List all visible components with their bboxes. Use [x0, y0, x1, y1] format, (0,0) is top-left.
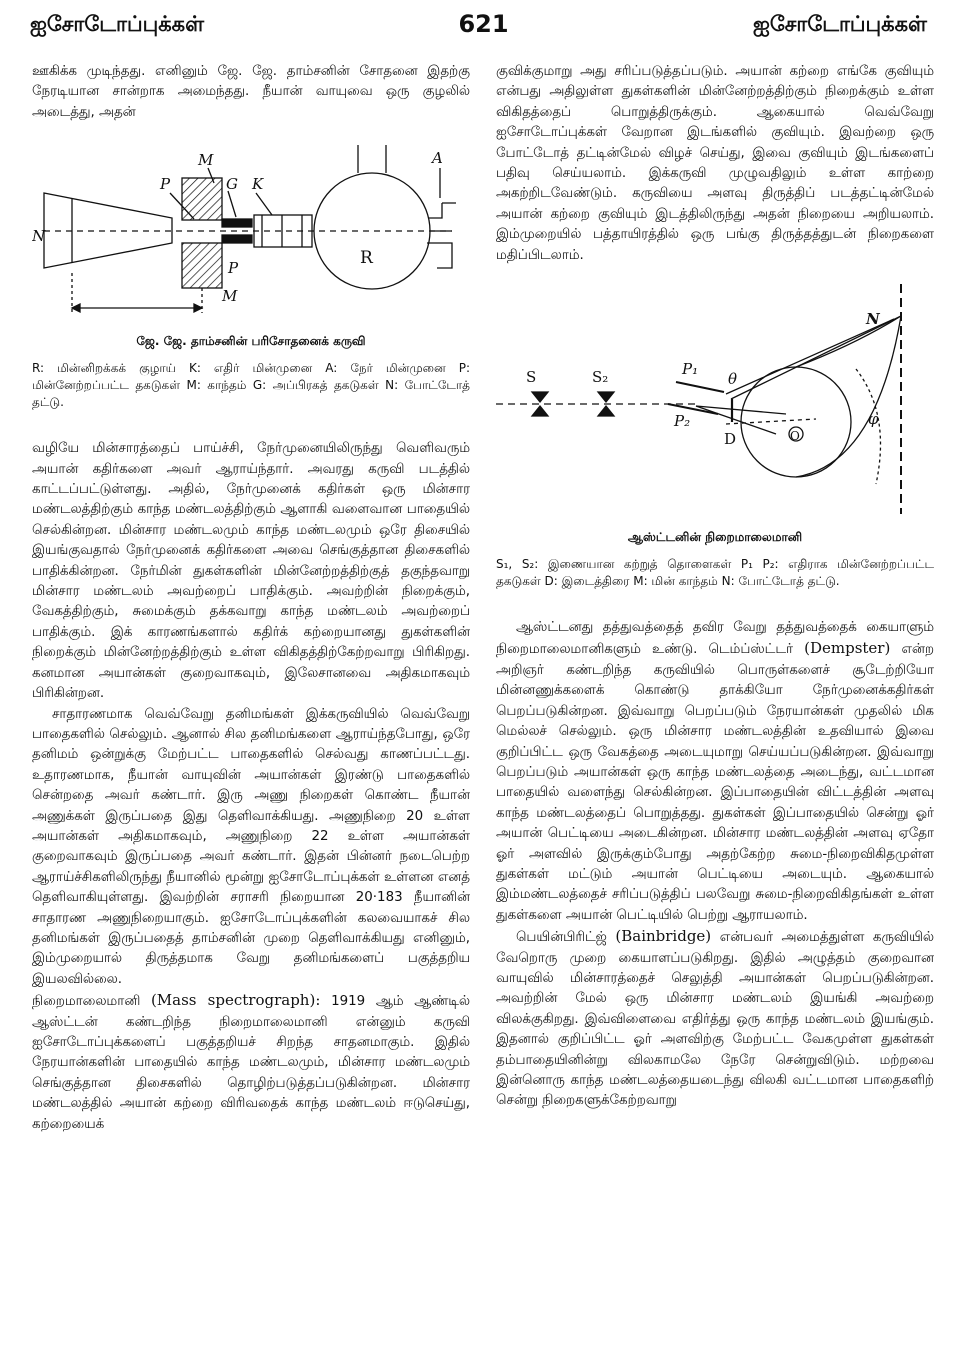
- label-A: A: [432, 149, 443, 168]
- figure2-legend: S₁, S₂: இணையான கற்றுத் தொளைகள் P₁ P₂: எதிராக மின்னேற்றப்பட்ட தகடுகள் D: இடைத்திரை M: மின் காந்தம் N: போட்டோத் தட்டு.: [496, 557, 934, 589]
- paragraph-top: குவிக்குமாறு அது சரிப்படுத்தப்படும். அயான் கற்றை எங்கே குவியும் என்பது அதிலுள்ள துகள்களின் மின்னேற்றத்திற்கும் நிறைக்கும் உள்ள விகிதத்தைப் பொறுத்திருக்கும். ஆகையால் வெவ்வேறு ஐசோடோப்புக்கள் வேறான இடங்களில் குவியும். இவற்றை ஒரு போட்டோத் தட்டின்மேல் விழச் செய்து, இவை குவியும் இடங்களைப் பதிவு செய்யலாம். இக்கருவி முழுவதிலும் உள்ள காற்றை அகற்றிடவேண்டும். கருவியை அளவு திருத்திப் படத்தட்டின்மேல் அயான் கற்றை குவியும் இடத்திலிருந்து அதன் நிறையை அறியலாம். இம்முறையில் பத்தாயிரத்தில் ஒரு பங்கு திருத்தத்துடன் நிறைகளை மதிப்பிடலாம்.: [496, 64, 934, 263]
- label-D: D: [724, 430, 737, 449]
- paragraph-a: [496, 618, 934, 926]
- paragraph-1: வழியே மின்சாரத்தைப் பாய்ச்சி, நேர்முனையிலிருந்து வெளிவரும் அயான் கதிர்களை அவர் ஆராய்ந்தார். அவரது கருவி படத்தில் காட்டப்பட்டுள்ளது. அதில், நேர்முனைக் கதிர்கள் ஒரு மின்சார மண்டலத்திற்கும் காந்த மண்டலத்திற்கும் ஆளாகி வளைவான பாதையில் செல்கின்றன. மின்சார மண்டலமும் காந்த மண்டலமும் ஒரே திசையில் இயங்குவதால் நேர்முனைக் கதிர்களை அவை செங்குத்தான திசைகளில் பாதிக்கின்றன. நேர்மின் துகள்களின் மின்னேற்றத்திற்குத் தகுந்தவாறு மின்சார மண்டலம் அவற்றைப் பாதிக்கும். அவற்றின் நிறைக்கும், வேகத்திற்கும், சுமைக்கும் தக்கவாறு காந்த மண்டலம் அவற்றைப் பாதிக்கும். இக் காரணங்களால் கதிர்க் கற்றையானது துகள்களின் நிறைக்கும் மின்னேற்றத்திற்கும் உள்ள விகிதத்திற்கேற்றவாறு பிரிகிறது. கனமான அயான்கள் குறைவாகவும், இலேசானவை அதிகமாகவும் பிரிகின்றன.: [32, 441, 470, 702]
- label-N: N: [32, 227, 46, 246]
- label-S1: S: [526, 368, 537, 387]
- label-M-top: M: [198, 151, 214, 170]
- figure1-legend: R: மின்னிறக்கக் குழாய் K: எதிர் மின்முனை A: நேர் மின்முனை P: மின்னேற்றப்பட்ட தகடுகள் M: காந்தம் G: அப்பிரகத் தகடுகள் N: போட்டோத் தட்டு.: [32, 361, 470, 410]
- aston-spectrograph-figure: [496, 274, 934, 524]
- page-number: 621: [458, 10, 509, 38]
- plate-cone: [44, 193, 172, 268]
- label-P-bottom: P: [228, 259, 239, 278]
- label-theta: θ: [728, 370, 738, 389]
- right-column: [496, 62, 934, 1112]
- left-column: [32, 62, 470, 1135]
- paragraph-3: [32, 990, 470, 1135]
- label-P-top: P: [160, 175, 171, 194]
- running-header-right: ஐசோடோப்புக்கள்: [752, 12, 927, 36]
- paragraph-3-body: 1919 ஆம் ஆண்டில் ஆஸ்ட்டன் கண்டறிந்த நிறைமாலைமானி என்னும் கருவி ஐசோடோப்புக்களைப் பகுத்தறியச் சிறந்த சாதனமாகும். இதில் நேரயான்களின் பாதையில் காந்த மண்டலமும், மின்சார மண்டலமும் செங்குத்தான திசைகளில் தொழிற்படுத்தப்படுகின்றன. மின்சார மண்டலத்தில் அயான் கற்றை விரிவதைக் காந்த மண்டலம் ஈடுசெய்து, கற்றையைக்: [32, 994, 471, 1132]
- paragraph-b: [496, 926, 934, 1112]
- paragraph-intro: ஊகிக்க முடிந்தது. எனினும் ஜே. ஜே. தாம்சனின் சோதனை இதற்கு நேரடியான சான்றாக அமைந்தது. நீயான் வாயுவை ஒரு குழலில் அடைத்து, அதன்: [32, 64, 470, 120]
- term-mass-spectrograph: நிறைமாலைமானி: [32, 994, 141, 1010]
- label-P2: P₂: [674, 412, 691, 431]
- term-dempster: (Dempster): [804, 639, 891, 658]
- label-phi: φ: [868, 410, 879, 429]
- paragraph-b-lead: பெயின்பிரிட்ஜ்: [516, 930, 607, 946]
- term-latin: (Mass spectrograph):: [150, 991, 321, 1010]
- label-G: G: [226, 175, 238, 194]
- paragraph-a-body: என்ற அறிஞர் கண்டறிந்த கருவியில் பொருள்களைச் சூடேற்றியோ மின்னணுக்களைக் கொண்டு தாக்கியோ நேர்முனைக்கதிர்கள் பெறப்படுகின்றன. இவ்வாறு பெறப்படும் நேரயான்கள் முதலில் மிக மெல்லச் செல்லும். ஒரு மின்சார மண்டலத்தின் உதவியால் இவை குறிப்பிட்ட ஒரு வேகத்தை அடையுமாறு செய்யப்படுகின்றன. இவ்வாறு பெறப்படும் அயான்கள் ஒரு காந்த மண்டலத்தை அடைந்து, வட்டமான பாதையில் வளைந்து செல்கின்றன. இப்பாதையின் விட்டத்தின் அளவு காந்த மண்டலத்தைப் பொறுத்தது. துகள்கள் இப்பாதையில் சென்று ஓர் அயான் பெட்டியை அடைகின்றன. மின்சார மண்டலத்தின் அளவு ஏதோ ஓர் அளவில் இருக்கும்போது அதற்கேற்ற சுமை-நிறைவிகிதமுள்ள துகள்கள் மட்டும் அயான் பெட்டியை அடையும். ஆகையால் இம்மண்டலத்தைச் சரிப்படுத்திப் பலவேறு சுமை-நிறைவிகிதங்கள் உள்ள துகள்களை அயான் பெட்டியில் பெற்று ஆராயலாம்.: [496, 642, 935, 923]
- label-R: R: [360, 248, 373, 269]
- label-M-bottom: M: [222, 287, 238, 306]
- term-bainbridge: (Bainbridge): [615, 927, 712, 946]
- figure1-caption: ஜே. ஜே. தாம்சனின் பரிசோதனைக் கருவி: [136, 334, 366, 349]
- label-K: K: [252, 175, 264, 194]
- running-header-left: ஐசோடோப்புக்கள்: [30, 12, 205, 36]
- label-N: N: [866, 310, 880, 329]
- paragraph-a-lead: ஆஸ்ட்டனது தத்துவத்தைத் தவிர வேறு தத்துவத்தைக் கையாளும் நிறைமாலைமானிகளும் உண்டு. டெம்ப்ஸ்ட்டர்: [496, 620, 934, 658]
- paragraph-2: சாதாரணமாக வெவ்வேறு தனிமங்கள் இக்கருவியில் வெவ்வேறு பாதைகளில் செல்லும். ஆனால் சில தனிமங்களை ஆராய்ந்தபோது, ஒரே தனிமம் ஒன்றுக்கு மேற்பட்ட பாதைகளில் செல்வது காணப்பட்டது. உதாரணமாக, நீயான் வாயுவின் அயான்கள் இரண்டு பாதைகளில் சென்றதை அவர் கண்டார். இரு அணு நிறைகள் கொண்ட நீயான் அணுக்கள் இருப்பதை இது தெளிவாக்கியது. அணுநிறை 20 உள்ள அயான்கள் அதிகமாகவும், அணுநிறை 22 உள்ள அயான்கள் குறைவாகவும் இருப்பதை அவர் கண்டார். இதன் பின்னர் நடைபெற்ற ஆராய்ச்சிகளிலிருந்து நீயானில் மூன்று ஐசோடோப்புக்கள் உள்ளன எனத் தெளிவாகியுள்ளது. இவற்றின் சராசரி நிறையான 20·183 நீயானின் சாதாரண அணுநிறையாகும். ஐசோடோப்புக்களின் கலவையாகச் சில தனிமங்கள் இருப்பதைத் தாம்சனின் முறை தெளிவாக்கியது எனினும், இம்முறையால் திருத்தமாக வேறு தனிமங்களைப் பகுத்தறிய இயலவில்லை.: [32, 706, 470, 987]
- paragraph-b-body: என்பவர் அமைத்துள்ள கருவியில் வேறொரு முறை கையாளப்படுகிறது. இதில் அழுத்தம் குறைவான வாயுவில் மின்சாரத்தைச் செலுத்தி அயான்கள் பெறப்படுகின்றன. அவற்றின் மேல் ஒரு மின்சார மண்டலம் இயங்கி அவற்றை விலக்குகிறது. இவ்விளைவை எதிர்த்து ஒரு காந்த மண்டலம் இயங்கும். இதனால் குறிப்பிட்ட ஓர் அளவிற்கு மேற்பட்ட வேகமுள்ள துகள்கள் தம்பாதையினின்று விலகாமலே நேரே சென்றுவிடும். மற்றவை இன்னொரு காந்த மண்டலத்தையடைந்து விலகி வட்டமான பாதைகளிற் சென்று நிறைகளுக்கேற்றவாறு: [496, 930, 934, 1109]
- thomson-apparatus-figure: [32, 123, 470, 328]
- label-P1: P₁: [682, 360, 699, 379]
- label-S2: S₂: [592, 368, 609, 387]
- figure2-caption: ஆஸ்ட்டனின் நிறைமாலைமானி: [627, 530, 803, 545]
- magnet-top: [182, 178, 222, 220]
- label-O: O: [790, 429, 800, 444]
- magnet-bottom: [182, 243, 222, 288]
